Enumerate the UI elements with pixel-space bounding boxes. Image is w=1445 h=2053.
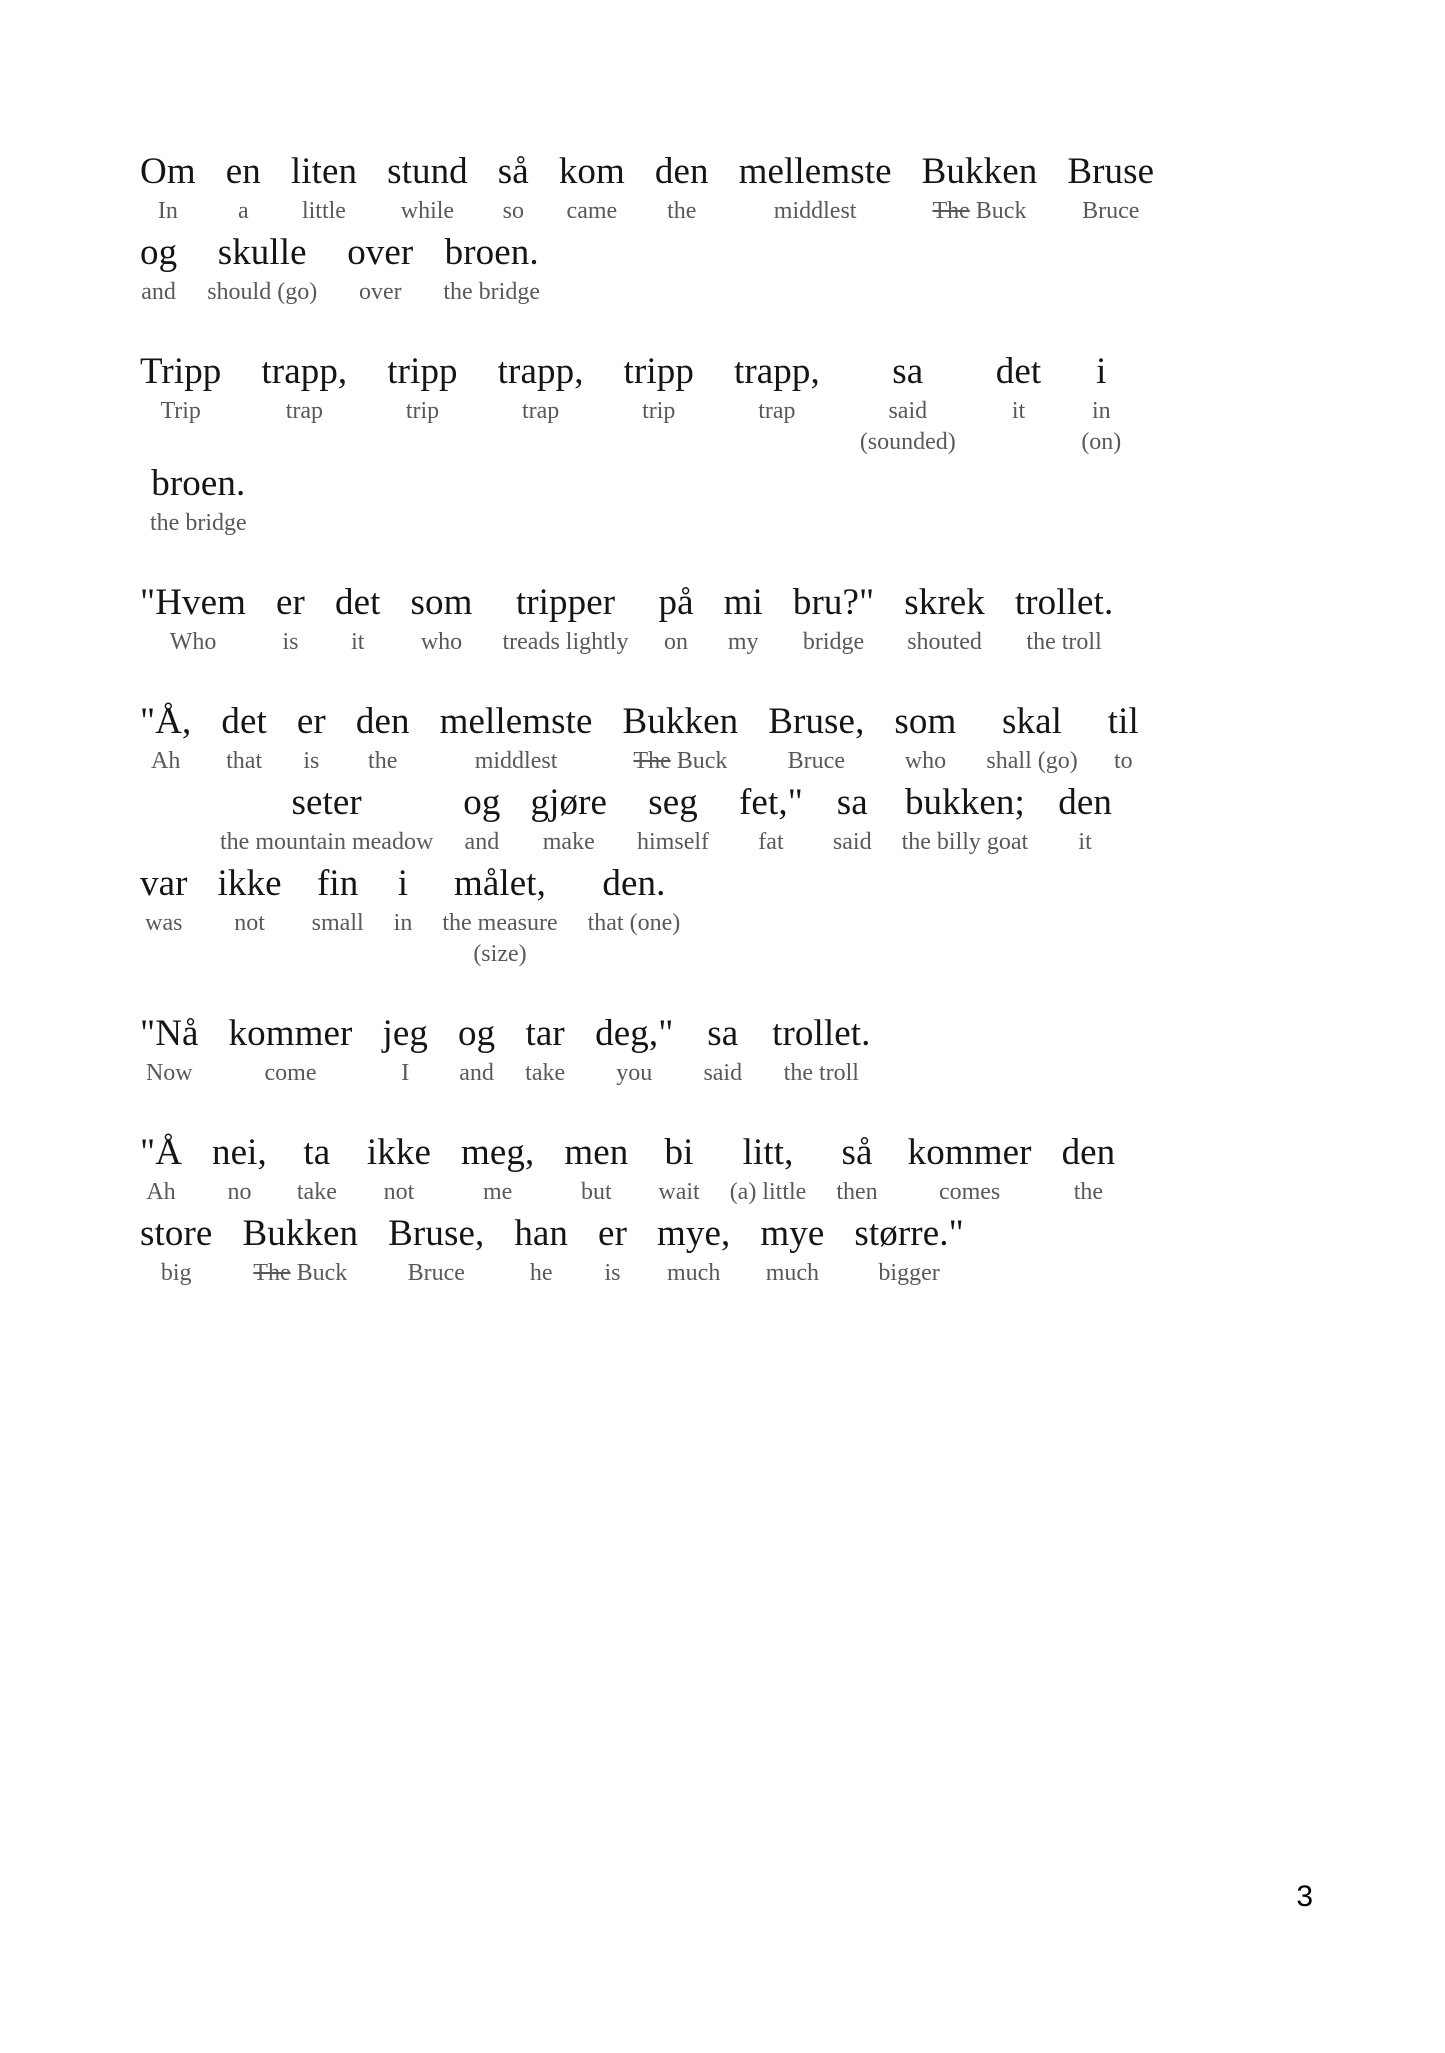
- interlinear-line: [140, 1012, 1305, 1089]
- word-gloss-pair: [655, 150, 709, 227]
- source-word: den: [654, 151, 709, 192]
- word-gloss-pair: [387, 350, 457, 458]
- gloss-word: was: [145, 910, 183, 936]
- gloss-word: he: [529, 1260, 553, 1286]
- gloss-word-secondary: (on): [1081, 429, 1122, 455]
- source-word: broen.: [444, 232, 539, 273]
- gloss-word: bridge: [802, 629, 865, 655]
- word-gloss-pair: [226, 150, 261, 227]
- source-word: målet,: [453, 863, 546, 904]
- interlinear-text-body: [140, 150, 1305, 1289]
- gloss-word: my: [727, 629, 759, 655]
- word-gloss-pair: [498, 350, 584, 458]
- word-gloss-pair: [347, 231, 413, 308]
- gloss-word: trip: [642, 398, 676, 424]
- gloss-word: said: [832, 829, 872, 855]
- word-gloss-pair: [443, 231, 540, 308]
- gloss-word: not: [383, 1179, 415, 1205]
- word-gloss-pair: [140, 231, 177, 308]
- word-gloss-pair: [221, 700, 267, 777]
- source-word: mellemste: [738, 151, 892, 192]
- gloss-word: should (go): [207, 279, 318, 305]
- gloss-word: it: [1078, 829, 1092, 855]
- gloss-word: I: [401, 1060, 410, 1086]
- word-gloss-pair: [140, 350, 221, 458]
- source-word: Bukken: [242, 1213, 359, 1254]
- word-gloss-pair: [734, 350, 820, 458]
- word-gloss-pair: [657, 1212, 730, 1289]
- source-word: bru?": [792, 582, 875, 623]
- interlinear-line: [140, 781, 1305, 858]
- gloss-word: said: [703, 1060, 743, 1086]
- word-gloss-pair: [463, 781, 500, 858]
- source-word: over: [347, 232, 414, 273]
- word-gloss-pair: [730, 1131, 807, 1208]
- gloss-word: while: [400, 198, 455, 224]
- word-gloss-pair: [793, 581, 874, 658]
- source-word: som: [410, 582, 473, 623]
- word-gloss-pair: [996, 350, 1042, 458]
- gloss-word: comes: [938, 1179, 1001, 1205]
- gloss-word: Now: [145, 1060, 193, 1086]
- source-word: skrek: [904, 582, 985, 623]
- source-word: tar: [525, 1013, 565, 1054]
- gloss-word: is: [282, 629, 299, 655]
- source-word: skal: [1002, 701, 1063, 742]
- source-word: tripp: [387, 351, 458, 392]
- source-word: den.: [602, 863, 666, 904]
- source-word: Bruse: [1067, 151, 1155, 192]
- word-gloss-pair: [140, 150, 196, 227]
- word-gloss-pair: [1015, 581, 1113, 658]
- gloss-word: Trip: [160, 398, 201, 424]
- gloss-word: small: [311, 910, 364, 936]
- gloss-word: is: [604, 1260, 621, 1286]
- source-word: jeg: [382, 1013, 428, 1054]
- source-word: og: [463, 782, 501, 823]
- gloss-word: came: [566, 198, 618, 224]
- gloss-word: take: [525, 1060, 566, 1086]
- gloss-word: trap: [758, 398, 796, 424]
- word-gloss-pair: [140, 1012, 199, 1089]
- word-gloss-pair: [703, 1012, 742, 1089]
- word-gloss-pair: [739, 150, 892, 227]
- interlinear-line: [140, 350, 1305, 458]
- source-word: nei,: [212, 1132, 267, 1173]
- interlinear-block: [140, 1131, 1305, 1289]
- word-gloss-pair: [894, 700, 956, 777]
- word-gloss-pair: [904, 581, 985, 658]
- word-gloss-pair: [922, 150, 1038, 227]
- gloss-word: make: [542, 829, 595, 855]
- gloss-word: then: [836, 1179, 878, 1205]
- gloss-word: no: [227, 1179, 252, 1205]
- word-gloss-pair: [514, 1212, 568, 1289]
- source-word: som: [894, 701, 957, 742]
- gloss-word-rest: Buck: [670, 748, 728, 774]
- interlinear-line: [140, 1212, 1305, 1289]
- gloss-word: a: [237, 198, 249, 224]
- source-word: kommer: [907, 1132, 1032, 1173]
- gloss-word: the billy goat: [901, 829, 1029, 855]
- word-gloss-pair: [908, 1131, 1032, 1208]
- source-word: større.": [854, 1213, 964, 1254]
- word-gloss-pair: [382, 1012, 428, 1089]
- source-word: på: [658, 582, 694, 623]
- word-gloss-pair: [261, 350, 347, 458]
- source-word: bi: [664, 1132, 694, 1173]
- word-gloss-pair: [220, 781, 433, 858]
- source-word: men: [564, 1132, 629, 1173]
- word-gloss-pair: [207, 231, 317, 308]
- source-word: "Nå: [140, 1013, 199, 1054]
- gloss-word: shall (go): [986, 748, 1078, 774]
- word-gloss-pair: [411, 581, 473, 658]
- word-gloss-pair: [242, 1212, 358, 1289]
- interlinear-block: [140, 700, 1305, 970]
- word-gloss-pair: [658, 581, 693, 658]
- source-word: sa: [707, 1013, 739, 1054]
- gloss-word: [633, 746, 727, 777]
- word-gloss-pair: [637, 781, 709, 858]
- source-word: Bruse,: [768, 701, 865, 742]
- word-gloss-pair: [212, 1131, 267, 1208]
- gloss-word: Who: [169, 629, 217, 655]
- source-word: mye,: [657, 1213, 731, 1254]
- gloss-word-secondary: (sounded): [859, 429, 956, 455]
- source-word: seter: [291, 782, 362, 823]
- gloss-word-rest: Buck: [290, 1260, 348, 1286]
- gloss-word: the: [1073, 1179, 1104, 1205]
- source-word: til: [1107, 701, 1139, 742]
- word-gloss-pair: [140, 1212, 212, 1289]
- word-gloss-pair: [297, 1131, 337, 1208]
- gloss-word: Bruce: [407, 1260, 465, 1286]
- word-gloss-pair: [394, 862, 413, 970]
- gloss-word: over: [358, 279, 402, 305]
- gloss-word: the troll: [783, 1060, 859, 1086]
- source-word: skulle: [217, 232, 307, 273]
- word-gloss-pair: [854, 1212, 963, 1289]
- word-gloss-pair: [1062, 1131, 1116, 1208]
- gloss-word: trap: [521, 398, 560, 424]
- source-word: sa: [892, 351, 924, 392]
- gloss-word: on: [664, 629, 689, 655]
- source-word: er: [296, 701, 326, 742]
- source-word: bukken;: [904, 782, 1025, 823]
- source-word: store: [140, 1213, 213, 1254]
- gloss-word: Bruce: [1082, 198, 1140, 224]
- source-word: den: [355, 701, 410, 742]
- gloss-word: himself: [637, 829, 710, 855]
- source-word: den: [1061, 1132, 1116, 1173]
- source-word: i: [1096, 351, 1107, 392]
- source-word: broen.: [151, 463, 246, 504]
- gloss-word: trap: [285, 398, 323, 424]
- source-word: trollet.: [1014, 582, 1114, 623]
- source-word: han: [514, 1213, 569, 1254]
- source-word: Bukken: [921, 151, 1038, 192]
- source-word: tripp: [623, 351, 694, 392]
- gloss-word: is: [303, 748, 320, 774]
- gloss-word: come: [264, 1060, 317, 1086]
- gloss-word: shouted: [907, 629, 982, 655]
- word-gloss-pair: [739, 781, 803, 858]
- word-gloss-pair: [525, 1012, 565, 1089]
- source-word: kommer: [228, 1013, 353, 1054]
- gloss-word: the: [368, 748, 398, 774]
- gloss-word: so: [502, 198, 524, 224]
- interlinear-line: [140, 150, 1305, 227]
- word-gloss-pair: [150, 462, 247, 539]
- interlinear-block: [140, 350, 1305, 539]
- gloss-word: In: [157, 198, 178, 224]
- source-word: sa: [836, 782, 868, 823]
- source-word: tripper: [515, 582, 616, 623]
- source-word: fet,": [739, 782, 803, 823]
- word-gloss-pair: [335, 581, 381, 658]
- gloss-word: and: [459, 1060, 494, 1086]
- gloss-word: who: [420, 629, 463, 655]
- page-number: 3: [1296, 1880, 1313, 1913]
- source-word: mellemste: [439, 701, 593, 742]
- gloss-word: not: [234, 910, 265, 936]
- gloss-word: it: [351, 629, 365, 655]
- source-word: i: [397, 863, 409, 904]
- source-word: så: [497, 151, 529, 192]
- gloss-word-rest: Buck: [969, 198, 1027, 224]
- interlinear-block: [140, 1012, 1305, 1089]
- source-word: trapp,: [733, 351, 820, 392]
- source-word: gjøre: [530, 782, 608, 823]
- word-gloss-pair: [559, 150, 625, 227]
- interlinear-block: [140, 581, 1305, 658]
- word-gloss-pair: [387, 150, 468, 227]
- gloss-word: [253, 1258, 347, 1289]
- source-word: kom: [558, 151, 625, 192]
- interlinear-line: [140, 462, 1305, 539]
- gloss-word-secondary: (size): [473, 941, 527, 967]
- source-word: "Å,: [140, 701, 192, 742]
- word-gloss-pair: [388, 1212, 484, 1289]
- gloss-word: treads lightly: [502, 629, 629, 655]
- word-gloss-pair: [1067, 150, 1154, 227]
- word-gloss-pair: [986, 700, 1077, 777]
- gloss-word: the troll: [1026, 629, 1102, 655]
- word-gloss-pair: [588, 862, 681, 970]
- word-gloss-pair: [768, 700, 864, 777]
- word-gloss-pair: [624, 350, 694, 458]
- word-gloss-pair: [291, 150, 357, 227]
- source-word: er: [276, 582, 305, 623]
- gloss-word: the: [667, 198, 697, 224]
- word-gloss-pair: [860, 350, 956, 458]
- source-word: det: [995, 351, 1042, 392]
- struck-gloss-word: The: [633, 748, 671, 774]
- source-word: stund: [387, 151, 468, 192]
- word-gloss-pair: [760, 1212, 824, 1289]
- gloss-word: much: [667, 1260, 721, 1286]
- word-gloss-pair: [140, 581, 246, 658]
- gloss-word: middlest: [474, 748, 558, 774]
- source-word: var: [140, 863, 188, 904]
- gloss-word: much: [765, 1260, 820, 1286]
- gloss-word: but: [581, 1179, 612, 1205]
- source-word: Tripp: [140, 351, 222, 392]
- word-gloss-pair: [458, 1012, 495, 1089]
- word-gloss-pair: [312, 862, 364, 970]
- word-gloss-pair: [297, 700, 326, 777]
- word-gloss-pair: [276, 581, 305, 658]
- source-word: ta: [303, 1132, 331, 1173]
- gloss-word: bigger: [878, 1260, 940, 1286]
- source-word: trapp,: [261, 351, 348, 392]
- source-word: "Hvem: [140, 582, 247, 623]
- gloss-word: to: [1113, 748, 1133, 774]
- word-gloss-pair: [658, 1131, 699, 1208]
- word-gloss-pair: [1108, 700, 1139, 777]
- gloss-word: that: [226, 748, 263, 774]
- interlinear-block: [140, 150, 1305, 308]
- gloss-word: in: [1091, 398, 1111, 424]
- gloss-word: in: [393, 910, 413, 936]
- gloss-word: big: [160, 1260, 192, 1286]
- gloss-word: Ah: [146, 1179, 176, 1205]
- gloss-word: and: [464, 829, 500, 855]
- gloss-word: said: [888, 398, 928, 424]
- word-gloss-pair: [498, 150, 529, 227]
- gloss-word: me: [483, 1179, 513, 1205]
- word-gloss-pair: [442, 862, 557, 970]
- source-word: og: [140, 232, 178, 273]
- word-gloss-pair: [1058, 781, 1112, 858]
- gloss-word: take: [296, 1179, 337, 1205]
- gloss-word: Ah: [151, 748, 181, 774]
- source-word: så: [841, 1132, 873, 1173]
- source-word: det: [334, 582, 381, 623]
- word-gloss-pair: [595, 1012, 673, 1089]
- gloss-word: who: [904, 748, 947, 774]
- gloss-word: and: [141, 279, 176, 305]
- word-gloss-pair: [623, 700, 739, 777]
- gloss-word: the bridge: [150, 510, 247, 536]
- gloss-word: little: [301, 198, 346, 224]
- source-word: meg,: [460, 1132, 535, 1173]
- source-word: trapp,: [497, 351, 584, 392]
- word-gloss-pair: [229, 1012, 353, 1089]
- word-gloss-pair: [836, 1131, 877, 1208]
- gloss-word: wait: [658, 1179, 700, 1205]
- source-word: trollet.: [772, 1013, 871, 1054]
- word-gloss-pair: [140, 1131, 182, 1208]
- source-word: fin: [316, 863, 359, 904]
- gloss-word: [932, 196, 1026, 227]
- interlinear-line: [140, 231, 1305, 308]
- source-word: en: [225, 151, 261, 192]
- source-word: ikke: [217, 863, 282, 904]
- word-gloss-pair: [1081, 350, 1121, 458]
- word-gloss-pair: [772, 1012, 870, 1089]
- word-gloss-pair: [530, 781, 607, 858]
- source-word: den: [1058, 782, 1112, 823]
- source-word: mi: [723, 582, 763, 623]
- word-gloss-pair: [724, 581, 763, 658]
- source-word: seg: [648, 782, 698, 823]
- gloss-word: middlest: [773, 198, 857, 224]
- word-gloss-pair: [440, 700, 593, 777]
- word-gloss-pair: [833, 781, 872, 858]
- gloss-word: trip: [405, 398, 440, 424]
- source-word: litt,: [742, 1132, 794, 1173]
- source-word: ikke: [366, 1132, 431, 1173]
- source-word: mye: [760, 1213, 825, 1254]
- word-gloss-pair: [598, 1212, 627, 1289]
- struck-gloss-word: The: [932, 198, 970, 224]
- struck-gloss-word: The: [253, 1260, 291, 1286]
- gloss-word: Bruce: [787, 748, 845, 774]
- word-gloss-pair: [218, 862, 282, 970]
- source-word: Om: [140, 151, 196, 192]
- source-word: Bruse,: [388, 1213, 485, 1254]
- word-gloss-pair: [902, 781, 1029, 858]
- gloss-word: the measure: [442, 910, 558, 936]
- word-gloss-pair: [367, 1131, 431, 1208]
- source-word: "Å: [140, 1132, 183, 1173]
- interlinear-line: [140, 862, 1305, 970]
- word-gloss-pair: [356, 700, 410, 777]
- word-gloss-pair: [502, 581, 628, 658]
- word-gloss-pair: [140, 862, 188, 970]
- gloss-word: that (one): [587, 910, 681, 936]
- gloss-word: (a) little: [729, 1179, 807, 1205]
- word-gloss-pair: [564, 1131, 628, 1208]
- source-word: og: [457, 1013, 496, 1054]
- gloss-word: you: [616, 1060, 653, 1086]
- source-word: det: [221, 701, 267, 742]
- source-word: er: [598, 1213, 627, 1254]
- word-gloss-pair: [461, 1131, 534, 1208]
- gloss-word: the mountain meadow: [220, 829, 434, 855]
- interlinear-line: [140, 700, 1305, 777]
- gloss-word: fat: [758, 829, 784, 855]
- word-gloss-pair: [140, 700, 191, 777]
- source-word: deg,": [595, 1013, 674, 1054]
- source-word: Bukken: [622, 701, 739, 742]
- gloss-word: it: [1011, 398, 1026, 424]
- gloss-word: the bridge: [443, 279, 540, 305]
- interlinear-line: [140, 581, 1305, 658]
- source-word: liten: [290, 151, 358, 192]
- interlinear-line: [140, 1131, 1305, 1208]
